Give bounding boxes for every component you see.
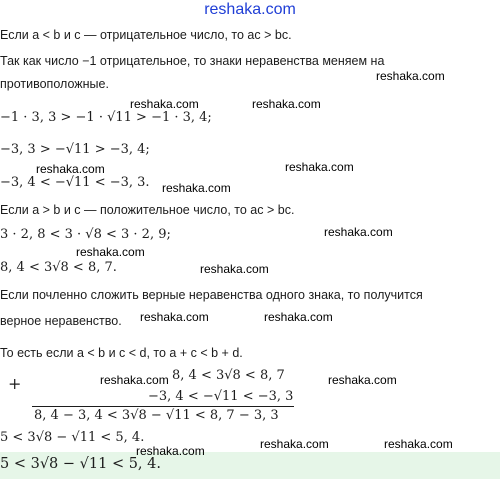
watermark: reshaka.com: [76, 245, 145, 259]
math-line-9: 8, 4 < 3√8 < 8, 7.: [0, 260, 117, 275]
watermark: reshaka.com: [264, 310, 333, 324]
sum-rule: [32, 406, 294, 407]
watermark: reshaka.com: [36, 162, 105, 176]
sum-line-1: 8, 4 < 3√8 < 8, 7: [172, 368, 285, 383]
site-header[interactable]: reshaka.com: [204, 1, 296, 18]
watermark: reshaka.com: [285, 160, 354, 174]
text-line-12: То есть если a < b и c < d, то a + c < b + d.: [0, 346, 243, 360]
watermark: reshaka.com: [252, 97, 321, 111]
text-line-7: Если a > b и c — положительное число, то ac > bc.: [0, 203, 295, 217]
watermark: reshaka.com: [200, 262, 269, 276]
text-line-2: Так как число −1 отрицательное, то знаки неравенства меняем на: [0, 54, 385, 68]
watermark: reshaka.com: [162, 181, 231, 195]
watermark: reshaka.com: [136, 444, 205, 458]
watermark: reshaka.com: [324, 225, 393, 239]
text-line-11: верное неравенство.: [0, 314, 122, 328]
math-line-4: −1 · 3, 3 > −1 · √11 > −1 · 3, 4;: [0, 110, 212, 125]
math-line-8: 3 · 2, 8 < 3 · √8 < 3 · 2, 9;: [0, 227, 171, 242]
watermark: reshaka.com: [140, 310, 209, 324]
watermark: reshaka.com: [100, 373, 169, 387]
plus-sign: +: [8, 374, 22, 393]
text-line-10: Если почленно сложить верные неравенства одного знака, то получится: [0, 288, 423, 302]
sum-line-2: −3, 4 < −√11 < −3, 3: [148, 389, 294, 404]
math-line-16: 5 < 3√8 − √11 < 5, 4.: [0, 430, 145, 445]
sum-line-3: 8, 4 − 3, 4 < 3√8 − √11 < 8, 7 − 3, 3: [34, 408, 279, 423]
watermark: reshaka.com: [260, 437, 329, 451]
math-line-5: −3, 3 > −√11 > −3, 4;: [0, 142, 150, 157]
watermark: reshaka.com: [130, 97, 199, 111]
math-line-6: −3, 4 < −√11 < −3, 3.: [0, 175, 150, 190]
watermark: reshaka.com: [328, 373, 397, 387]
text-line-3: противоположные.: [0, 77, 109, 91]
watermark: reshaka.com: [376, 69, 445, 83]
watermark: reshaka.com: [384, 437, 453, 451]
text-line-1: Если a < b и c — отрицательное число, то ac > bc.: [0, 28, 292, 42]
answer-line: 5 < 3√8 − √11 < 5, 4.: [0, 456, 161, 472]
